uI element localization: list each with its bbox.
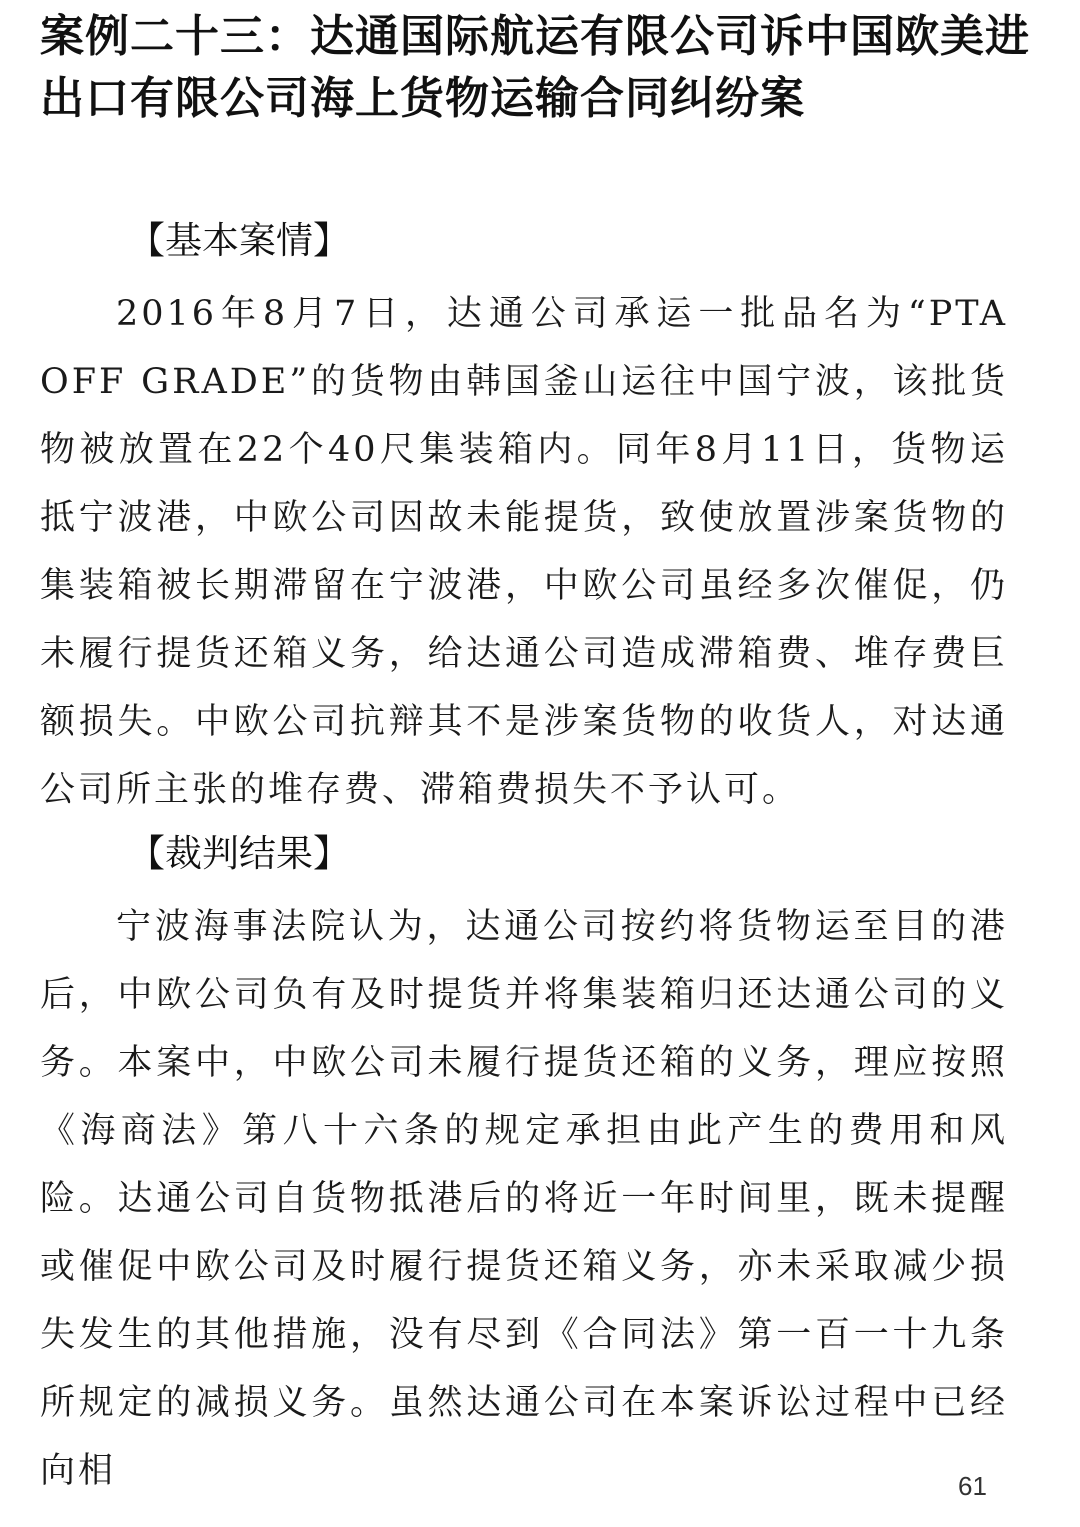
page-number: 61	[958, 1471, 987, 1501]
section-heading-basic-facts: 【基本案情】	[128, 219, 350, 262]
basic-facts-paragraph: 2016年8月7日，达通公司承运一批品名为“PTA OFF GRADE”的货物由韩国釜山运往中国宁波，该批货物被放置在22个40尺集装箱内。同年8月11日，货物运抵宁波港，中欧公司因故未能提货，致使放置涉案货物的集装箱被长期滞留在宁波港，中欧公司虽经多次催促，仍未履行提货还箱义务，给达通公司造成滞箱费、堆存费巨额损失。中欧公司抗辩其不是涉案货物的收货人，对达通公司所主张的堆存费、滞箱费损失不予认可。	[40, 294, 1008, 810]
section-heading-judgment: 【裁判结果】	[128, 832, 350, 875]
judgment-paragraph: 宁波海事法院认为，达通公司按约将货物运至目的港后，中欧公司负有及时提货并将集装箱归还达通公司的义务。本案中，中欧公司未履行提货还箱的义务，理应按照《海商法》第八十六条的规定承担由此产生的费用和风险。达通公司自货物抵港后的将近一年时间里，既未提醒或催促中欧公司及时履行提货还箱义务，亦未采取减少损失发生的其他措施，没有尽到《合同法》第一百一十九条所规定的减损义务。虽然达通公司在本案诉讼过程中已经向相	[40, 907, 1008, 1491]
case-title: 案例二十三：达通国际航运有限公司诉中国欧美进出口有限公司海上货物运输合同纠纷案	[40, 11, 1030, 124]
